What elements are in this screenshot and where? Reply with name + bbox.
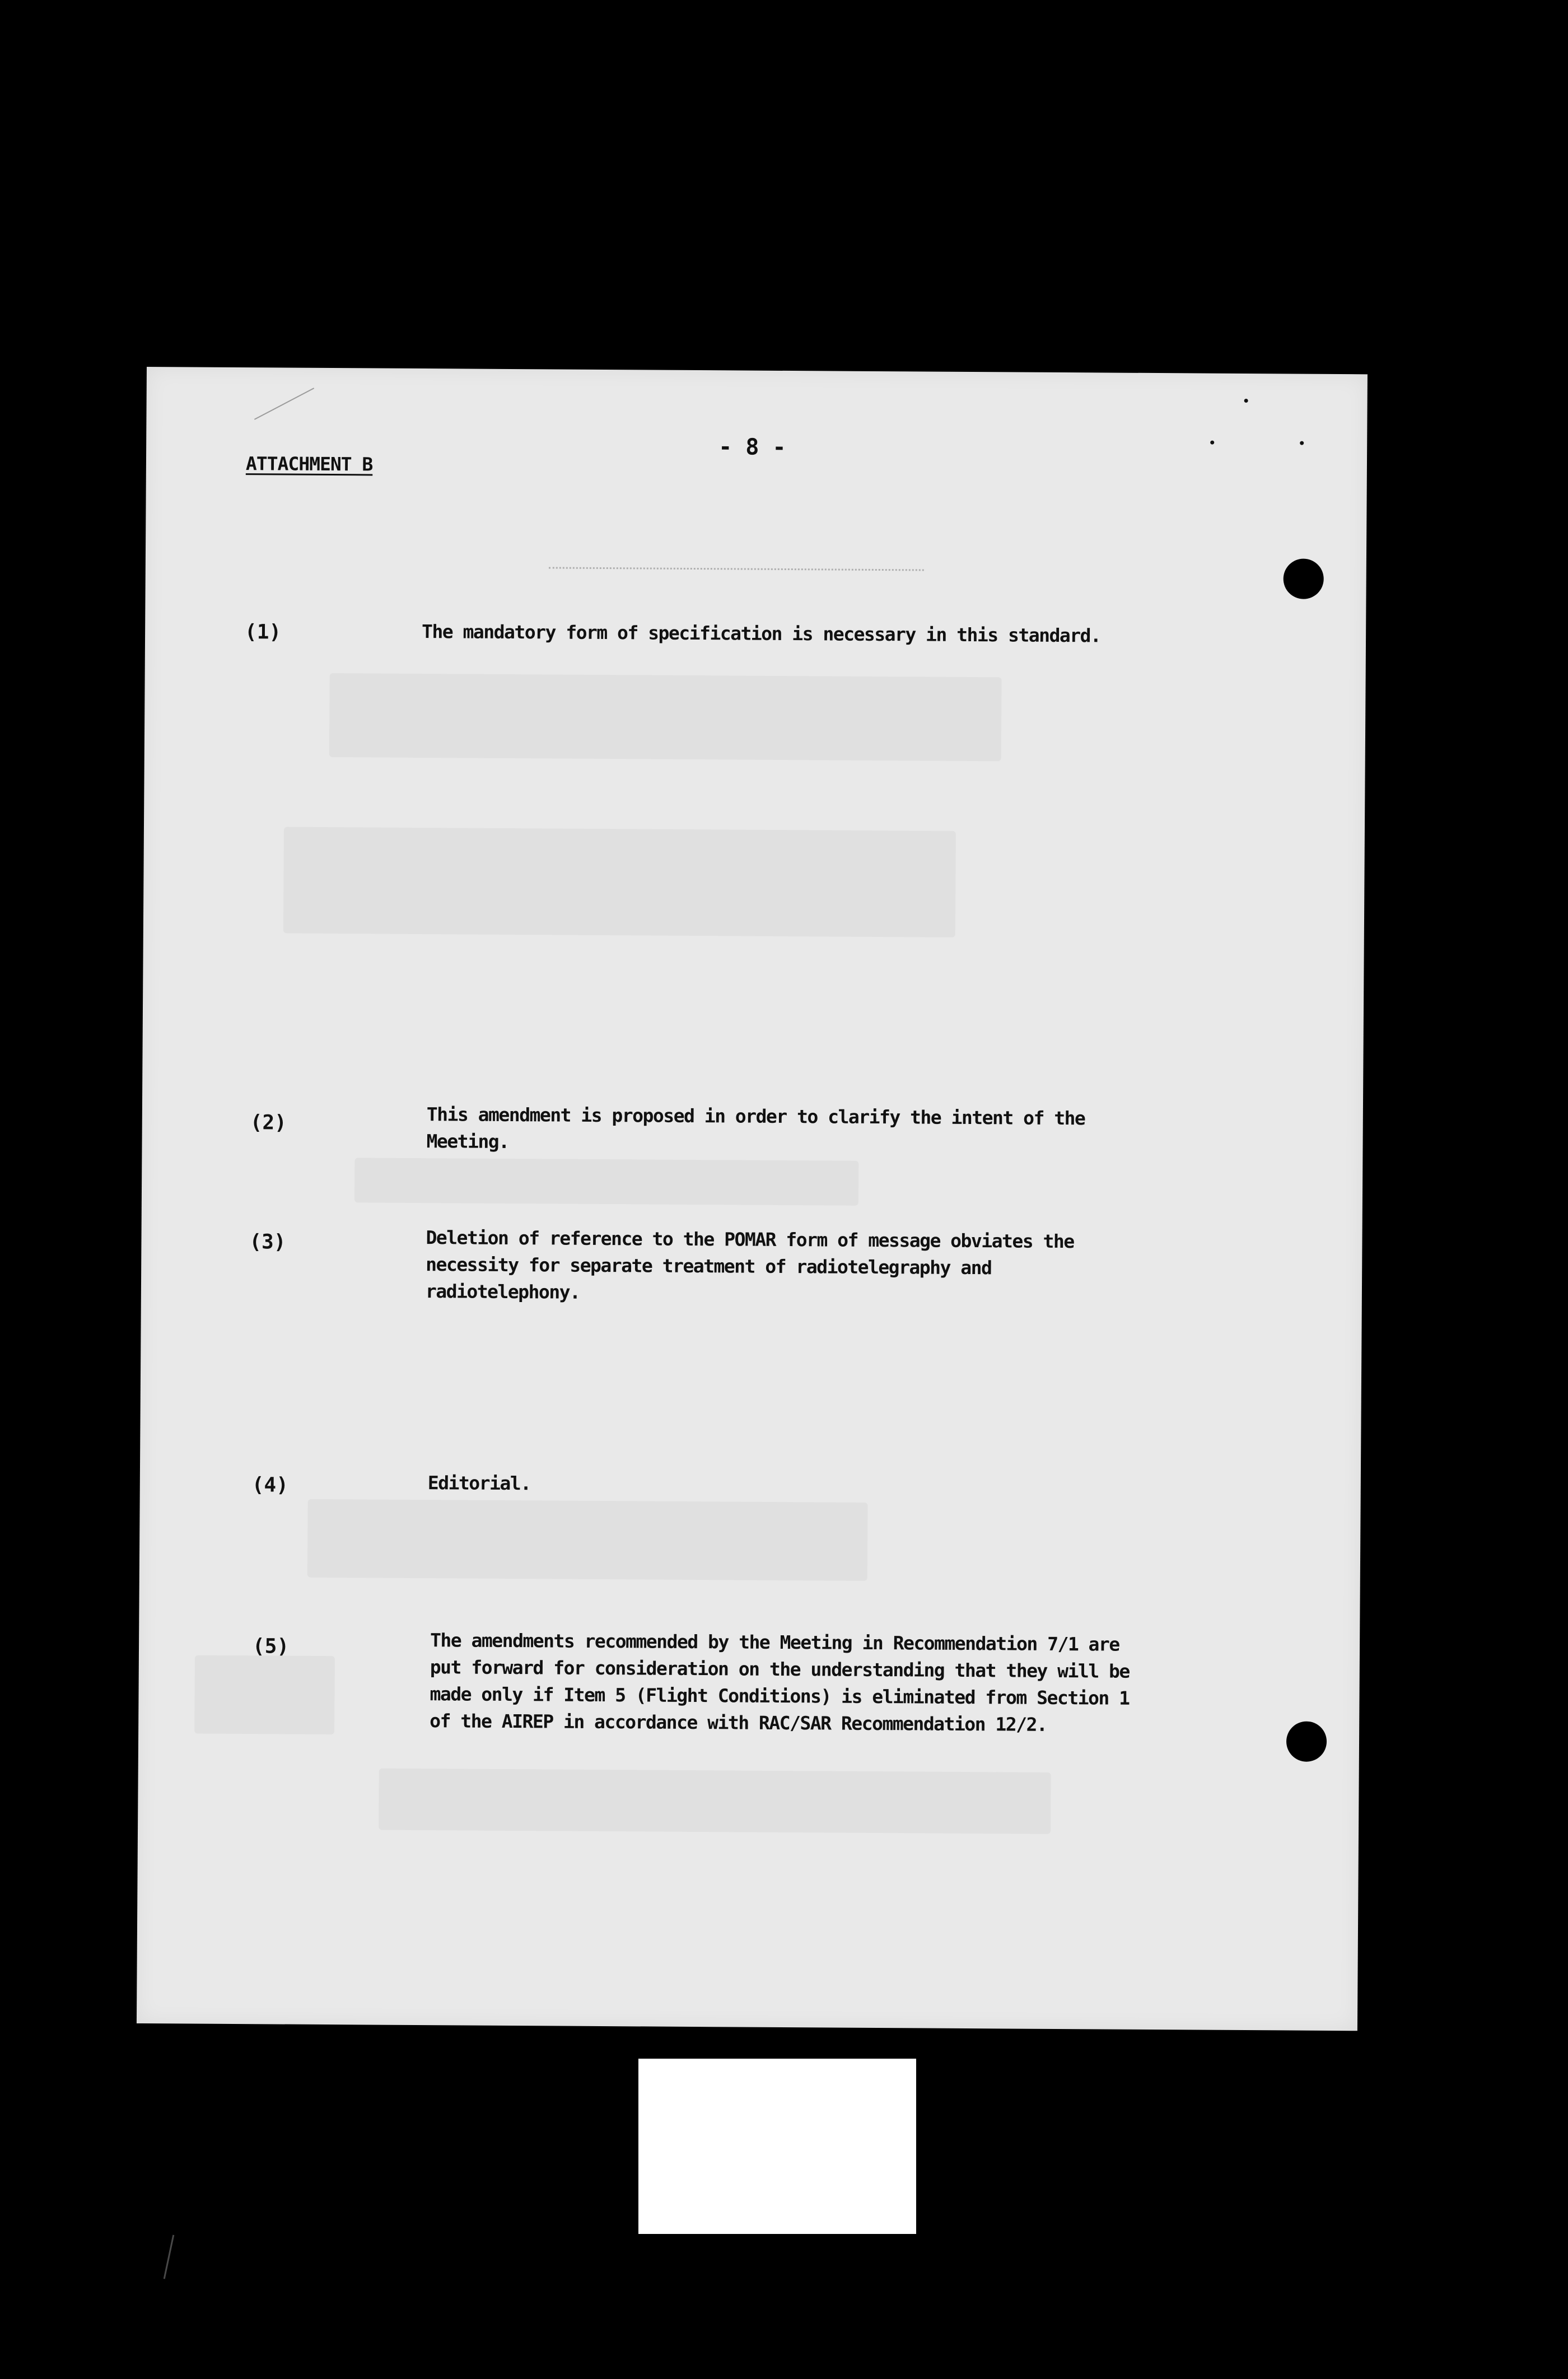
note-line: necessity for separate treatment of radiotelegraphy and (426, 1253, 992, 1279)
note-text (422, 618, 1101, 649)
speck (1300, 441, 1304, 445)
note-line: The mandatory form of specification is necessary in this standard. (422, 621, 1101, 647)
note-line: made only if Item 5 (Flight Conditions) is eliminated from Section 1 (430, 1683, 1130, 1709)
note-number: (2) (250, 1111, 287, 1135)
note-line: Editorial. (427, 1472, 531, 1495)
note-line: Meeting. (426, 1130, 509, 1153)
note-number: (3) (249, 1230, 286, 1254)
note-number: (4) (251, 1473, 288, 1497)
note-text (428, 1470, 531, 1497)
note-line: This amendment is proposed in order to clarify the intent of the (426, 1103, 1085, 1130)
note-line: Deletion of reference to the POMAR form of message obviates the (426, 1226, 1074, 1253)
bleed-through-block (283, 827, 956, 937)
note-number: (1) (244, 621, 282, 644)
dotted-divider (549, 567, 924, 571)
note-line: put forward for consideration on the understanding that they will be (430, 1656, 1130, 1682)
bleed-through-block (329, 673, 1002, 761)
note-text (426, 1224, 1074, 1309)
speck (1210, 441, 1214, 445)
pencil-mark (254, 388, 330, 450)
attachment-label: ATTACHMENT B (245, 453, 373, 475)
punch-hole (1286, 1721, 1327, 1761)
bleed-through-block (307, 1499, 868, 1581)
note-line: radiotelephony. (425, 1280, 580, 1303)
note-line: of the AIREP in accordance with RAC/SAR Recommendation 12/2. (430, 1710, 1047, 1736)
calibration-card (638, 2059, 916, 2234)
note-text (426, 1101, 1085, 1159)
note-line: The amendments recommended by the Meeting in Recommendation 7/1 are (430, 1629, 1119, 1655)
page-number: - 8 - (718, 434, 786, 460)
note-number: (5) (252, 1635, 290, 1658)
speck (1244, 399, 1248, 403)
bleed-through-block (354, 1158, 858, 1205)
punch-hole (1284, 558, 1324, 599)
bleed-through-block (379, 1769, 1051, 1834)
note-text (430, 1627, 1130, 1739)
document-page (137, 367, 1368, 2031)
bleed-through-block (194, 1655, 335, 1735)
